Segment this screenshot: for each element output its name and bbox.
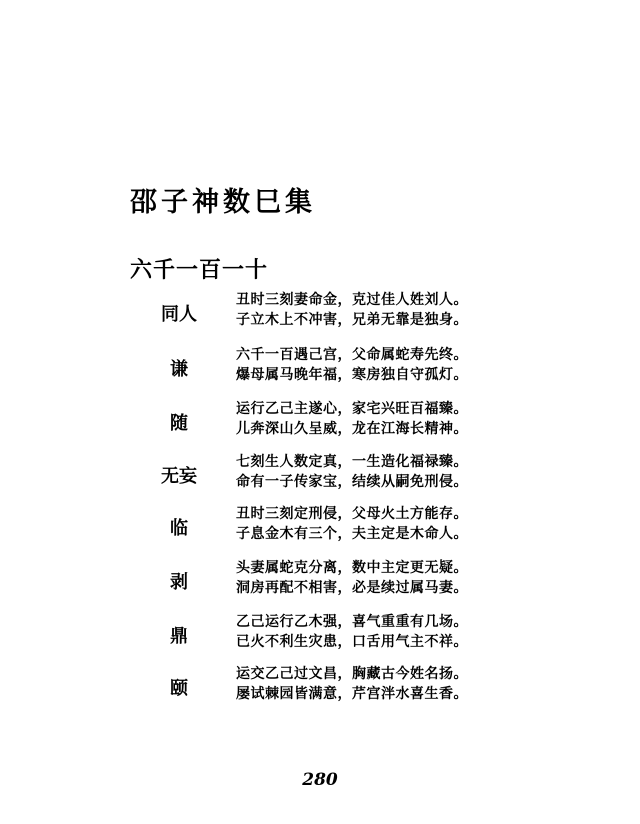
- verse-line: 儿奔深山久呈威，龙在江海长精神。: [236, 421, 468, 437]
- entry: [0, 558, 640, 608]
- entry: [0, 504, 640, 554]
- gua-name: 鼎: [170, 626, 188, 647]
- verse-line: 丑时三刻妻命金，克过佳人姓刘人。: [236, 292, 468, 308]
- verse-line: 丑时三刻定刑侵，父母火土方能存。: [236, 506, 468, 522]
- gua-name: 颐: [170, 678, 188, 699]
- verse-line: 头妻属蛇克分离，数中主定更无疑。: [236, 560, 468, 576]
- verse-line: 六千一百遇己宫，父命属蛇寿先终。: [236, 347, 468, 363]
- book-title: 邵子神数巳集: [130, 187, 316, 218]
- entry: [0, 290, 640, 340]
- verse-line: 乙己运行乙木强，喜气重重有几场。: [236, 614, 468, 630]
- gua-name: 无妄: [161, 466, 197, 487]
- verse-line: 命有一子传家宝，结续从嗣免刑侵。: [236, 474, 468, 490]
- verse-line: 爆母属马晚年福，寒房独自守孤灯。: [236, 367, 468, 383]
- gua-name: 随: [170, 413, 188, 434]
- verse-line: 子息金木有三个，夫主定是木命人。: [236, 526, 468, 542]
- gua-name: 同人: [161, 304, 197, 325]
- verse-line: 七刻生人数定真，一生造化福禄臻。: [236, 454, 468, 470]
- entry: [0, 452, 640, 502]
- entry: [0, 612, 640, 662]
- gua-name: 剥: [170, 572, 188, 593]
- verse: [236, 504, 468, 544]
- gua-name: 临: [170, 518, 188, 539]
- section-heading: 六千一百一十: [130, 257, 269, 283]
- verse: [236, 399, 468, 439]
- verse: [236, 452, 468, 492]
- verse-line: 运行乙己主遂心，家宅兴旺百福臻。: [236, 401, 468, 417]
- entry: [0, 664, 640, 714]
- verse: [236, 612, 468, 652]
- verse-line: 已火不利生灾患，口舌用气主不祥。: [236, 634, 468, 650]
- verse-line: 屡试棘园皆满意，芹宫泮水喜生香。: [236, 686, 468, 702]
- verse: [236, 290, 468, 330]
- entry: [0, 345, 640, 395]
- entry: [0, 399, 640, 449]
- verse-line: 运交乙己过文昌，胸藏古今姓名扬。: [236, 666, 468, 682]
- verse: [236, 558, 468, 598]
- verse-line: 洞房再配不相害，必是续过属马妻。: [236, 580, 468, 596]
- verse-line: 子立木上不冲害，兄弟无靠是独身。: [236, 312, 468, 328]
- verse: [236, 664, 468, 704]
- page-number: 280: [302, 770, 338, 790]
- verse: [236, 345, 468, 385]
- gua-name: 谦: [170, 359, 188, 380]
